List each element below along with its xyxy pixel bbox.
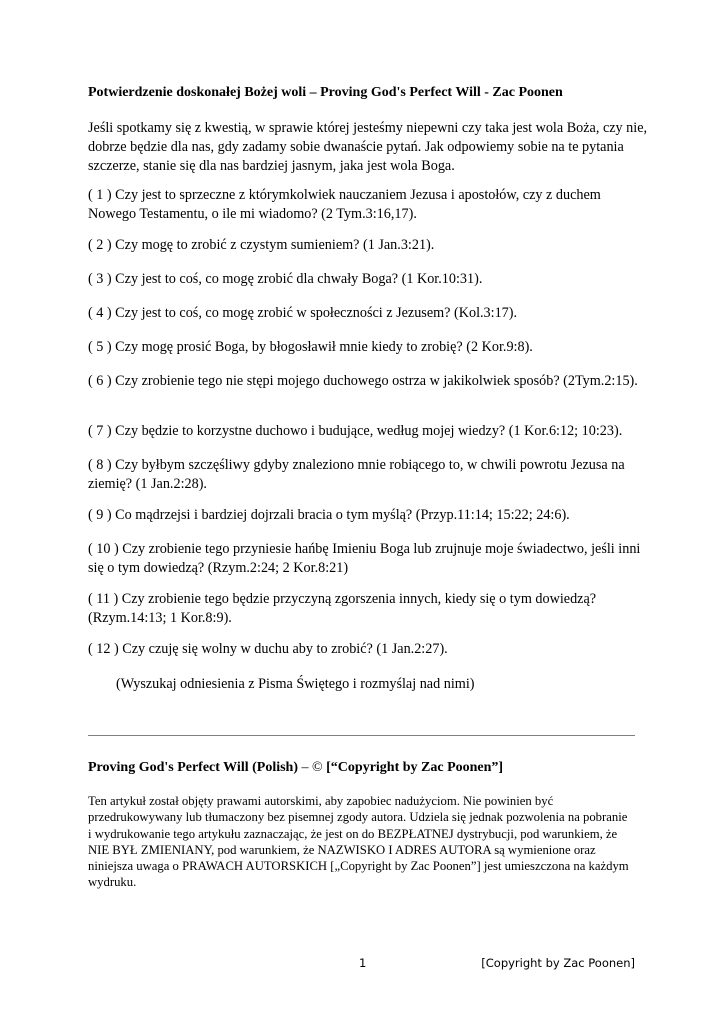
section-divider xyxy=(88,735,635,736)
question-3: ( 3 ) Czy jest to coś, co mogę zrobić dla chwały Boga? (1 Kor.10:31). xyxy=(88,271,483,287)
document-title: Potwierdzenie doskonałej Bożej woli – Proving God's Perfect Will - Zac Poonen xyxy=(88,85,563,100)
copyright-notice: [“Copyright by Zac Poonen”] xyxy=(326,760,504,775)
question-6: ( 6 ) Czy zrobienie tego nie stępi mojego duchowego ostrza w jakikolwiek sposób? (2Tym.2:15). xyxy=(88,373,638,389)
copyright-language: (Polish) xyxy=(252,760,298,775)
question-10: ( 10 ) Czy zrobienie tego przyniesie hańbę Imieniu Boga lub zrujnuje moje świadectwo, jeśli inni się o tym dowiedzą? (Rzym.2:24; 2 Kor.8:21) xyxy=(88,541,641,576)
closing-note: (Wyszukaj odniesienia z Pisma Świętego i rozmyślaj nad nimi) xyxy=(116,676,475,692)
question-11: ( 11 ) Czy zrobienie tego będzie przyczyną zgorszenia innych, kiedy się o tym dowiedzą? (Rzym.14:13; 1 Kor.8:9). xyxy=(88,591,597,626)
copyright-article-title: Proving God's Perfect Will xyxy=(88,760,249,775)
question-9: ( 9 ) Co mądrzejsi i bardziej dojrzali bracia o tym myślą? (Przyp.11:14; 15:22; 24:6). xyxy=(88,507,570,523)
document-page xyxy=(88,0,648,1024)
copyright-separator: – © xyxy=(298,760,327,775)
question-4: ( 4 ) Czy jest to coś, co mogę zrobić w społeczności z Jezusem? (Kol.3:17). xyxy=(88,305,518,321)
question-8: ( 8 ) Czy byłbym szczęśliwy gdyby znaleziono mnie robiącego to, w chwili powrotu Jezusa na ziemię? (1 Jan.2:28). xyxy=(88,457,625,492)
page-number: 1 xyxy=(359,956,367,970)
copyright-body: Ten artykuł został objęty prawami autorskimi, aby zapobiec nadużyciom. Nie powinien być przedrukowywany lub tłumaczony bez pisemnej zgody autora. Udziela się jednak pozwolenia na pobranie i wydrukowanie tego artykułu zaznaczając, że jest on do BEZPŁATNEJ dystrybucji, pod warunkiem, że NIE BYŁ ZMIENIANY, pod warunkiem, że NAZWISKO I ADRES AUTORA są wymienione oraz niniejsza uwaga o PRAWACH AUTORSKICH [„Copyright by Zac Poonen”] jest umieszczona na każdym wydruku. xyxy=(88,794,629,890)
question-7: ( 7 ) Czy będzie to korzystne duchowo i budujące, według mojej wiedzy? (1 Kor.6:12; 10:23). xyxy=(88,423,623,439)
question-1: ( 1 ) Czy jest to sprzeczne z którymkolwiek nauczaniem Jezusa i apostołów, czy z duchem Nowego Testamentu, o ile mi wiadomo? (2 Tym.3:16,17). xyxy=(88,187,601,222)
question-2: ( 2 ) Czy mogę to zrobić z czystym sumieniem? (1 Jan.3:21). xyxy=(88,237,435,253)
question-5: ( 5 ) Czy mogę prosić Boga, by błogosławił mnie kiedy to zrobię? (2 Kor.9:8). xyxy=(88,339,533,355)
copyright-heading xyxy=(88,759,503,777)
footer-copyright: [Copyright by Zac Poonen] xyxy=(481,956,635,970)
question-12: ( 12 ) Czy czuję się wolny w duchu aby to zrobić? (1 Jan.2:27). xyxy=(88,641,448,657)
intro-paragraph: Jeśli spotkamy się z kwestią, w sprawie której jesteśmy niepewni czy taka jest wola Boża, czy nie, dobrze będzie dla nas, gdy zadamy sobie dwanaście pytań. Jak odpowiemy sobie na te pytania szczerze, stanie się dla nas bardziej jasnym, jaka jest wola Boga. xyxy=(88,120,648,174)
